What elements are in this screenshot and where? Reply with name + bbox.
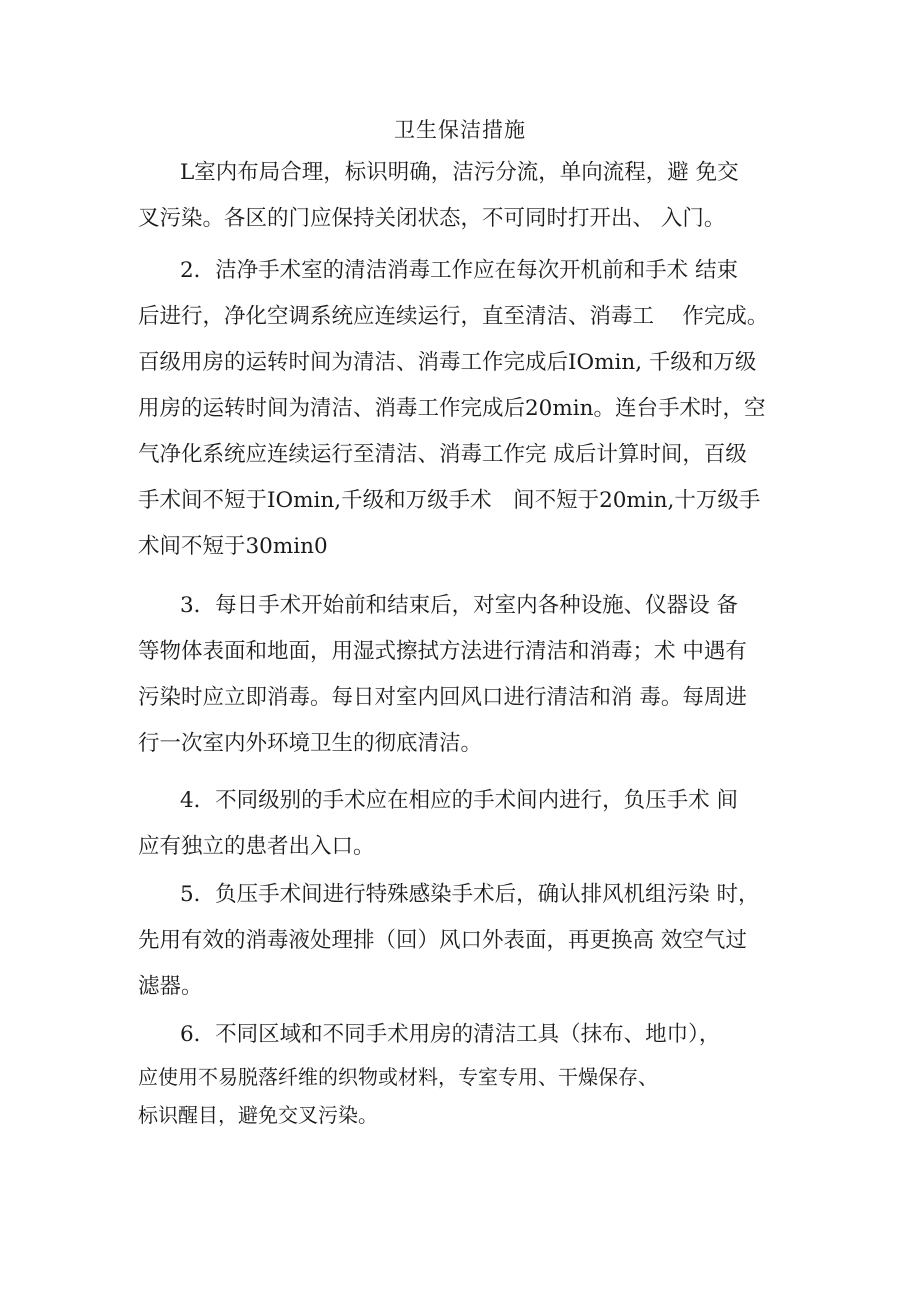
paragraph-6 [138, 1012, 808, 1134]
paragraph-2 [138, 248, 808, 570]
paragraph-line: 6．不同区域和不同手术用房的清洁工具（抹布、地巾）， [180, 1022, 721, 1047]
paragraph-line: 3．每日手术开始前和结束后，对室内各种设施、仪器设 备 [180, 593, 739, 618]
paragraph-line: 等物体表面和地面，用湿式擦拭方法进行清洁和消毒；术 中遇有 [138, 639, 747, 664]
paragraph-line: 后进行，净化空调系统应连续运行，直至清洁、消毒工 作完成。 [138, 304, 769, 329]
paragraph-line: 用房的运转时间为清洁、消毒工作完成后20min。连台手术时，空 [138, 396, 766, 421]
paragraph-line: 4．不同级别的手术应在相应的手术间内进行，负压手术 间 [180, 788, 739, 813]
paragraph-line: 手术间不短于IOmin,千级和万级手术 间不短于20min,十万级手 [138, 488, 761, 513]
paragraph-line: 叉污染。各区的门应保持关闭状态，不可同时打开出、 入门。 [138, 206, 726, 231]
paragraph-line: 气净化系统应连续运行至清洁、消毒工作完 成后计算时间，百级 [138, 442, 747, 467]
paragraph-line: 5．负压手术间进行特殊感染手术后，确认排风机组污染 时， [180, 882, 760, 907]
paragraph-line: 污染时应立即消毒。每日对室内回风口进行清洁和消 毒。每周进 [138, 685, 747, 710]
paragraph-line: 行一次室内外环境卫生的彻底清洁。 [138, 731, 483, 756]
paragraph-5 [138, 872, 808, 1010]
paragraph-line: 滤器。 [138, 974, 203, 999]
paragraph-line: 2．洁净手术室的清洁消毒工作应在每次开机前和手术 结束 [180, 258, 739, 283]
paragraph-1 [138, 150, 808, 242]
paragraph-line: L室内布局合理，标识明确，洁污分流，单向流程，避 免交 [180, 160, 739, 185]
paragraph-3 [138, 583, 808, 767]
paragraph-line: 术间不短于30min0 [138, 534, 328, 559]
paragraph-line: 应使用不易脱落纤维的织物或材料，专室专用、干燥保存、 [138, 1065, 658, 1089]
document-title: 卫生保洁措施 [394, 118, 526, 142]
paragraph-line: 百级用房的运转时间为清洁、消毒工作完成后IOmin, 千级和万级 [138, 350, 757, 375]
paragraph-line: 标识醒目，避免交叉污染。 [138, 1103, 378, 1127]
paragraph-line: 先用有效的消毒液处理排（回）风口外表面，再更换高 效空气过 [138, 928, 747, 953]
paragraph-line: 应有独立的患者出入口。 [138, 834, 375, 859]
paragraph-4 [138, 778, 808, 870]
